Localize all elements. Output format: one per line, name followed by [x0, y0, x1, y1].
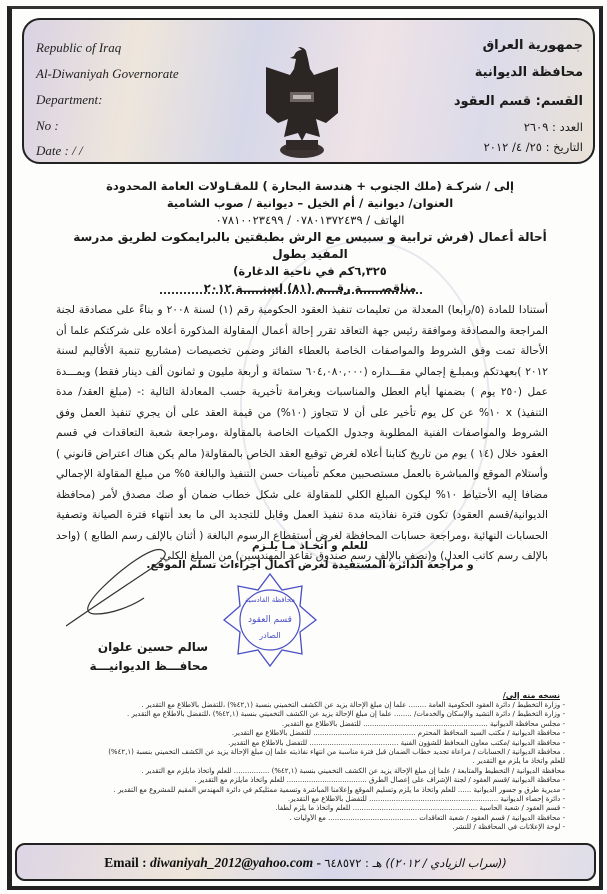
signatory-title: محافـــظ الديوانيـــة — [89, 659, 208, 673]
addressee-address: العنوان/ ديوانية / أم الخيل – ديوانية / صوب الشامية — [166, 196, 454, 210]
header-date-ar: التاريخ : ٢٥/ ٤/ ٢٠١٢ — [483, 140, 583, 154]
header-governorate-ar: محافظة الديوانية — [474, 65, 583, 80]
stamp-center-text: قسم العقود — [248, 615, 292, 625]
email-address[interactable]: diwaniyah_2012@yahoo.com — [149, 855, 314, 870]
copy-recipient: - دائرة إحصاء الديوانية .......................................................... للتفضل بالاطلاع مع التقدير. — [287, 795, 565, 804]
letterhead — [22, 18, 595, 164]
copy-recipient: - محافظة الديوانية /قسم العقود / لجنة الإشراف على إعصال الطرق .................................... للعلم واتخاذ مايلزم مع التقدير . — [194, 776, 565, 785]
copy-recipient: - وزارة التخطيط / دائرة التشيد والإسكان والخدمات/ ........ علما إن مبلغ الإحالة يزيد عن الكشف التخميني بنسبة (٤٢,١%) ،للتفضل بالاطلاع مع التقدير . — [127, 710, 565, 719]
subject-line-2: ٦,٣٢٥كم في ناحية الدغارة) — [233, 264, 387, 278]
body-paragraph: أستنادا للمادة (٥/رابعا) المعدلة من تعليمات تنفيذ العقود الحكومية رقم (١) لسنة ٢٠٠٨ و بناءً على مصادقة لجنة المراجعة والمصادقة وموافقة رئيس جهة التعاقد تقرر إحالة أعمال المقاولة المذكورة أعلاه على شركتكم علما أن الأحالة تمت وفق الشروط والمواصفات الخاصة بالعطاء الفائز وضمن تخصيصات (مشاريع تنمية الأقاليم لسنة ٢٠١٢ )بعهدتكم وبمبلـغ إجمالي مقـــداره (٦٠٤,٠٨٠,٠٠٠ ستمائة و أربعة مليون و ثمانون ألف دينار فقط) وبمـــدة عمل (٢٥٠ يوم ) بضمنها أيام العطل والمناسبات وبغرامة تأخيرية حسب المعادلة التالية :- (مبلغ العقد/ مدة التنفيذ) x ١٠% عن كل يوم تأخير على أن لا تتجاوز (١٠%) من قيمة العقد على أن يجري تنفيذ العمل وفق الشروط والمواصفات الفنية المطلوبة وجدول الكميات الخاصة بالمقاولة ،ومراجعة شعبة التعاقدات في قسم العقود خلال (١٤ ) يوم من تاريخ كتابنا أعلاه لغرض توقيع العقد الخاص بالمقاولة( مالم يكن هناك اعتراض قانوني ) وأستلام الموقع والمباشرة بالعمل مستصحبين معكم تأمينات حسن التنفيذ والبالغة ٥% من مبلغ المقاولة الإجمالي مضافا إليه الأحتياط ١٠% ليكون المبلغ الكلي للمقاولة على شكل خطاب ضمان أو صك مصدق لأمر (محافظة الديوانية/قسم العقود) تكون فترة نفاذيته مدة تنفيذ العمل وقابل للتجديد الى ما بعد أنتهاء فترة الصيانة وتصفية الحسابات النهائية ،ومراجعة حسابات المحافظة لغرض أستقطاع الرسوم البالغة ( أثنان بالإلف رسم الطابع ) (واحد بالإلف رسم كاتب العدل) و(نصف بالإلف رسم صندوق تقاعد المهندسين) من المبلغ الكلي. — [56, 304, 549, 562]
addressee-phone: الهاتف / ٠٧٨٠١٣٧٢٤٣٩ / ٠٧٨١٠٠٢٣٤٩٩ — [215, 213, 405, 227]
email-label: Email : — [104, 855, 147, 870]
stamp-top-text: محافظة القادسية — [244, 596, 296, 604]
copy-recipient: - وزارة التخطيط / دائرة العقود الحكومية العامة ........ علما إن مبلغ الإحالة يزيد عن الكشف التخميني بنسبة (٤٢,١%) ،للتفضل بالاطلاع مع التقدير . — [141, 701, 565, 709]
handwritten-signature — [62, 548, 172, 630]
eagle-emblem-icon — [262, 42, 342, 162]
closing-line-2: و مراجعة الدائرة المستفيدة لغرض أكمال أجراءات تسلم الموقع. — [146, 559, 474, 571]
stamp-bottom-text: الصادر — [259, 631, 281, 640]
copy-recipient: . محافظة الديوانية / الحسابات / مراعاة تجديد خطاب الضمان قبل فترة مناسبة من انتهاء نفاذيته علما إن مبلغ الإحالة يزيد عن الكشف التخميني بنسبة (٤٢,١%) — [108, 748, 565, 757]
subject-line-1: أحالة أعمال (فرش ترابية و سبيس مع الرش بطبقتين بالبرايمكوت لطريق مدرسة المفيد بطول — [73, 230, 547, 261]
copy-recipient: - مديرية طرق و جسور الديوانية ...... للعلم واتخاذ ما يلزم وتسليم الموقع وإعلامنا المباشرة وتسمية ممثليكم في دائرة المهندس المقيم للمشروع مع التقدير . — [113, 785, 565, 794]
footer-separator: - — [316, 855, 321, 870]
footer-phone: هـ : ٦٤٨٥٧٢ — [324, 856, 383, 870]
copy-recipient: للعلم واتخاذ ما يلزم مع التقدير . — [472, 757, 565, 766]
header-country-ar: جمهورية العراق — [482, 38, 583, 53]
author-note: ((سراب الزيادي / ٢٠١٢)) — [385, 856, 507, 870]
dotted-divider — [160, 292, 422, 294]
header-department-ar: القسم: قسم العقود — [453, 94, 583, 109]
header-country-en: Republic of Iraq — [36, 40, 122, 55]
header-number-ar: العدد : ٢٦٠٩ — [523, 120, 583, 134]
addressee-to: إلى / شركـة (ملك الجنوب + هندسة البحارة ) للمقـاولات العامة المحدودة — [106, 179, 514, 193]
copies-list — [40, 701, 565, 833]
copy-recipient: - لوحة الإعلانات في المحافظة / للنشر. — [452, 823, 565, 832]
copies-title: نسخه منه إلى/ — [502, 691, 560, 700]
closing-line-1: للعلم و أتخـاذ مـا يلـزم — [252, 540, 368, 552]
copy-recipient: - محافظة الديوانية / قسم العقود / شعبة التعاقدات ........................................ مع الأوليات . — [289, 813, 565, 822]
copy-recipient: - مجلس محافظة الديوانية ........................................................ للتفضل بالاطلاع مع التقدير. — [281, 719, 565, 728]
header-department-en: Department: — [36, 92, 103, 107]
footer-box — [15, 843, 596, 881]
tender-number: مناقصـــــة رقـــم (٨١) لسنـــــة ٢٠١٢ — [203, 281, 417, 295]
header-number-en: No : — [36, 118, 59, 133]
official-stamp — [222, 572, 318, 668]
footer-line — [17, 855, 594, 871]
copy-recipient: - محافظة الديوانية / مكتب السيد المحافظ المحترم .............................................. للتفضل بالاطلاع مع التقدير. — [231, 729, 565, 738]
copy-recipient: محافظة الديوانية / التخطيط والمتابعة / علما إن مبلغ الإحالة يزيد عن الكشف التخميني بنسبة (٤٢,١%) ................ للعلم واتخاذ مايلزم مع التقدير . — [141, 766, 565, 775]
header-date-en: Date : / / — [36, 143, 83, 158]
copy-recipient: - محافظة الديوانية /مكتب معاون المحافظ للشؤون الفنية ........................................ للتفضل بالاطلاع مع التقدير. — [228, 738, 565, 747]
copy-recipient: - قسم العقود / شعبة الحاسبة ........................................................ للعلم واتخاذ ما يلزم لطفا. — [275, 804, 565, 813]
addressee-block — [60, 178, 560, 297]
header-governorate-en: Al-Diwaniyah Governorate — [36, 66, 179, 81]
signatory-name: سالم حسين علوان — [97, 640, 208, 654]
